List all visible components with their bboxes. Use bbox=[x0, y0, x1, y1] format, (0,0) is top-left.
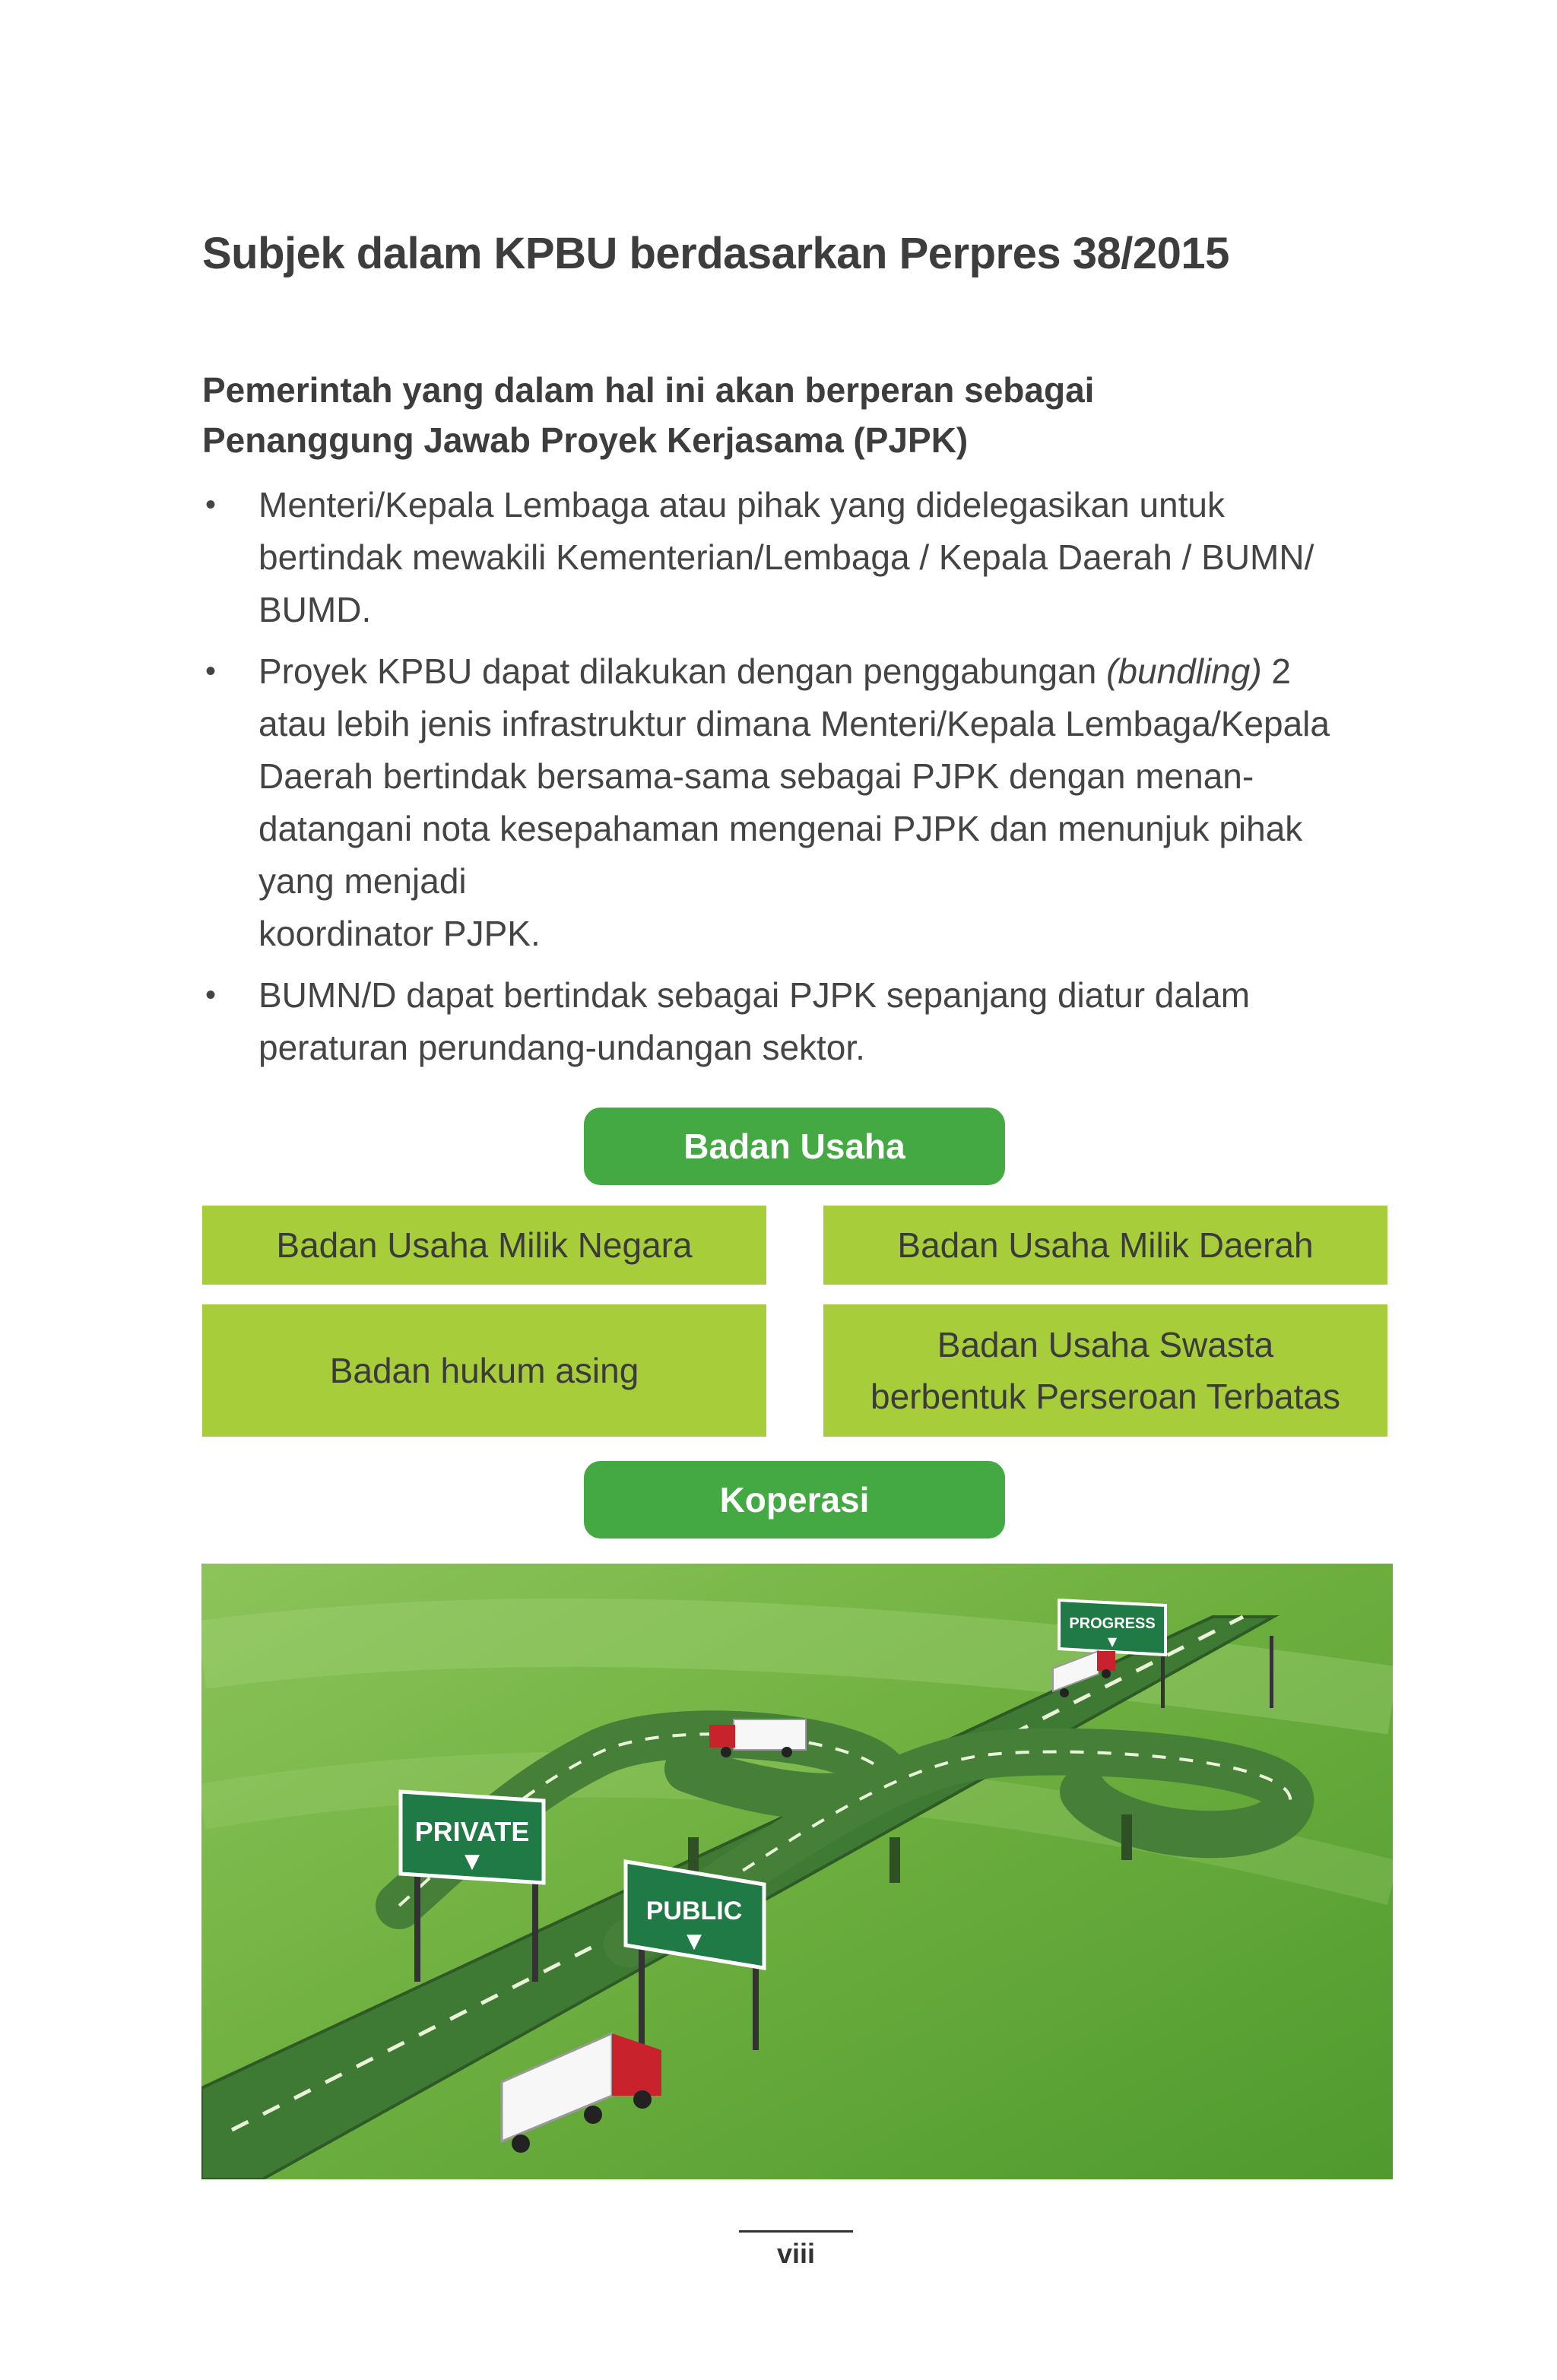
arrow-down-icon: ▼ bbox=[465, 1850, 480, 1873]
subheading-line-1: Pemerintah yang dalam hal ini akan berperan sebagai bbox=[202, 370, 1095, 410]
arrow-down-icon: ▼ bbox=[1107, 1634, 1118, 1649]
bullet-item-2 bbox=[202, 645, 1388, 960]
highway-illustration bbox=[201, 1564, 1393, 2179]
page-title: Subjek dalam KPBU berdasarkan Perpres 38/2015 bbox=[202, 229, 1229, 278]
bullet-text bbox=[258, 485, 1314, 629]
page-number: viii bbox=[776, 2238, 816, 2269]
bullet-text bbox=[258, 651, 1330, 953]
bullet-line: atau lebih jenis infrastruktur dimana Menteri/Kepala Lembaga/Kepala bbox=[258, 704, 1330, 743]
bullet-item-3 bbox=[202, 969, 1388, 1074]
bullet-dot: • bbox=[205, 654, 217, 688]
bullet-line: koordinator PJPK. bbox=[258, 914, 541, 953]
bullet-list bbox=[202, 479, 1388, 1083]
swasta-line-2: berbentuk Perseroan Terbatas bbox=[870, 1377, 1340, 1416]
bullet-line: BUMN/D dapat bertindak sebagai PJPK sepanjang diatur dalam bbox=[258, 975, 1251, 1015]
bundling-term: (bundling) bbox=[1106, 651, 1262, 691]
footer-rule bbox=[739, 2230, 853, 2233]
arrow-down-icon: ▼ bbox=[687, 1930, 702, 1953]
badan-usaha-pill: Badan Usaha bbox=[584, 1108, 1005, 1185]
bullet-line: Menteri/Kepala Lembaga atau pihak yang didelegasikan untuk bbox=[258, 485, 1225, 524]
bullet-line: bertindak mewakili Kementerian/Lembaga / Kepala Daerah / BUMN/ bbox=[258, 537, 1314, 577]
swasta-line-1: Badan Usaha Swasta bbox=[937, 1325, 1274, 1364]
bullet-dot: • bbox=[205, 488, 217, 521]
highway-svg bbox=[201, 1564, 1393, 2179]
section-subheading bbox=[202, 365, 1388, 465]
sign-private-label: PRIVATE bbox=[414, 1816, 530, 1847]
box-bumn: Badan Usaha Milik Negara bbox=[202, 1206, 766, 1285]
box-badan-hukum-asing: Badan hukum asing bbox=[202, 1304, 766, 1437]
bullet-line-tail: 2 bbox=[1261, 651, 1292, 691]
bullet-line: Daerah bertindak bersama-sama sebagai PJPK dengan menan- bbox=[258, 756, 1254, 796]
bullet-line: peraturan perundang-undangan sektor. bbox=[258, 1028, 865, 1067]
bullet-line: Proyek KPBU dapat dilakukan dengan penggabungan bbox=[258, 651, 1107, 691]
bullet-text bbox=[258, 975, 1250, 1067]
subheading-line-2: Penanggung Jawab Proyek Kerjasama (PJPK) bbox=[202, 420, 969, 460]
bullet-item-1 bbox=[202, 479, 1388, 636]
koperasi-pill: Koperasi bbox=[584, 1461, 1005, 1539]
bullet-line: datangani nota kesepahaman mengenai PJPK dan menunjuk pihak bbox=[258, 809, 1303, 848]
box-badan-usaha-swasta bbox=[823, 1304, 1387, 1437]
sign-progress-label: PROGRESS bbox=[1069, 1615, 1156, 1632]
bullet-line: yang menjadi bbox=[258, 861, 467, 901]
box-bumd: Badan Usaha Milik Daerah bbox=[823, 1206, 1387, 1285]
sign-public-label: PUBLIC bbox=[645, 1897, 743, 1925]
bullet-line: BUMD. bbox=[258, 590, 372, 629]
bullet-dot: • bbox=[205, 978, 217, 1012]
